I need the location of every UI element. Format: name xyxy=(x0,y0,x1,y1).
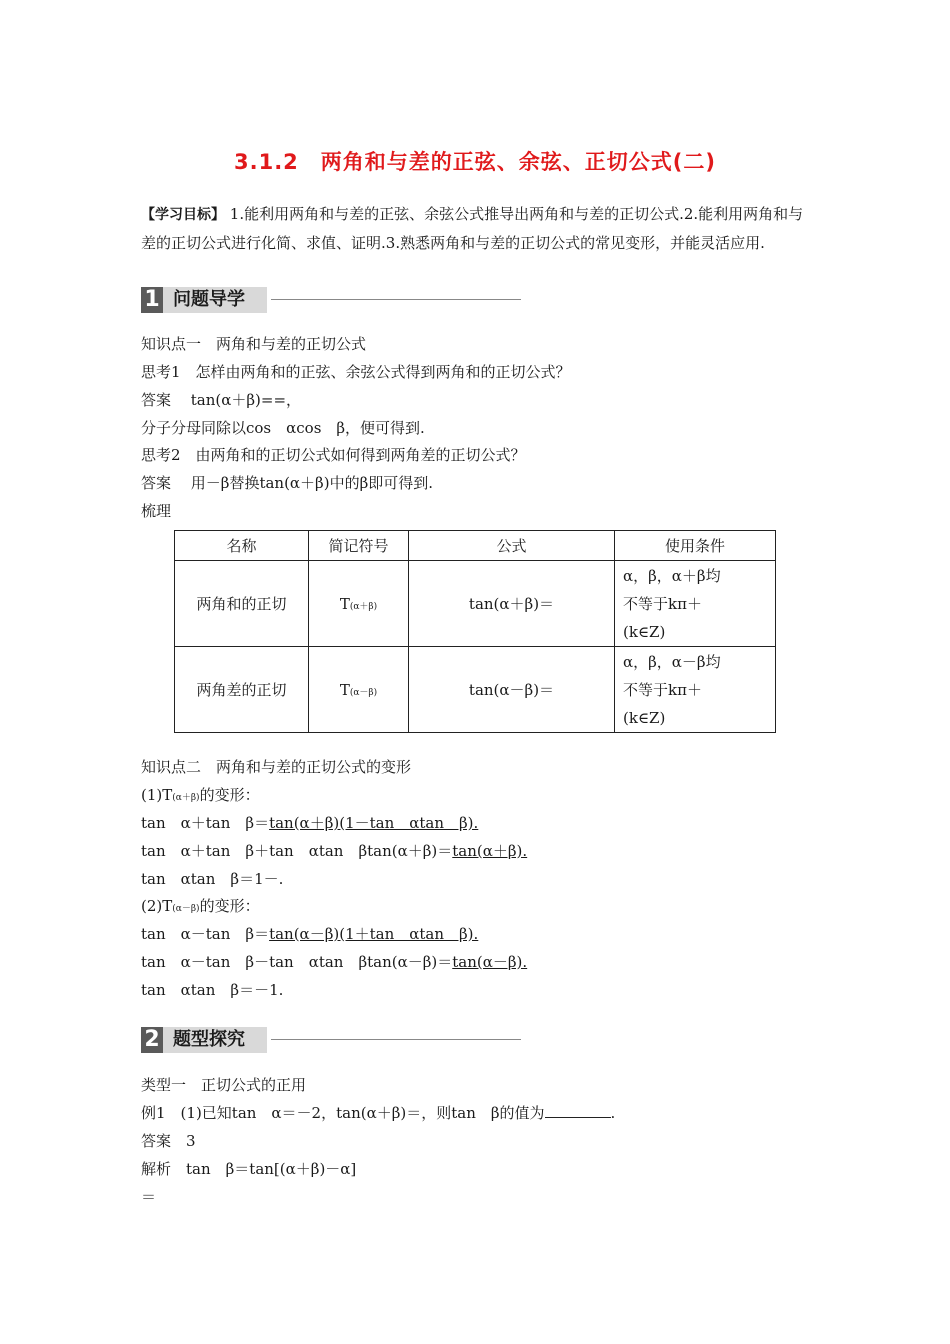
answer-1-cont: 分子分母同除以cos αcos β，便可得到. xyxy=(141,419,425,437)
header-condition: 使用条件 xyxy=(615,531,776,561)
section-title: 题型探究 xyxy=(163,1027,267,1053)
formula-line xyxy=(141,813,478,833)
page-title: 3.1.2 两角和与差的正弦、余弦、正切公式(二) xyxy=(234,150,716,174)
variant-1-heading xyxy=(141,785,260,808)
table-row xyxy=(175,647,776,733)
row-formula: tan(α＋β)＝ xyxy=(409,561,615,647)
row-symbol xyxy=(309,561,409,647)
row-symbol xyxy=(309,647,409,733)
goals-label: 【学习目标】 xyxy=(141,207,225,223)
formula-lhs: tan α－tan β－tan αtan βtan(α－β)＝ xyxy=(141,953,453,971)
symbol-main: T xyxy=(339,594,350,613)
section-title: 问题导学 xyxy=(163,287,267,313)
section-number: 2 xyxy=(141,1027,163,1053)
think-1: 思考1 怎样由两角和的正弦、余弦公式得到两角和的正切公式？ xyxy=(141,363,571,381)
formula-lhs: tan α－tan β＝ xyxy=(141,925,270,943)
row-formula: tan(α－β)＝ xyxy=(409,647,615,733)
learning-goals xyxy=(141,200,813,257)
formula-answer: tan(α－β)(1＋tan αtan β). xyxy=(269,925,479,943)
formula-answer: tan(α－β). xyxy=(452,953,528,971)
symbol-main: T xyxy=(339,680,350,699)
variant-prefix: (1)T xyxy=(141,786,173,804)
condition-line: 不等于kπ＋ xyxy=(623,594,702,613)
formula-answer: tan(α＋β)(1－tan αtan β). xyxy=(269,814,479,832)
section-header-1 xyxy=(141,287,521,313)
condition-line: α，β，α＋β均 xyxy=(623,566,721,585)
formula-table xyxy=(174,530,776,733)
question-end: . xyxy=(610,1104,616,1122)
question-text: 例1 (1)已知tan α＝－2，tan(α＋β)＝，则tan β的值为 xyxy=(141,1104,545,1122)
header-name: 名称 xyxy=(175,531,309,561)
table-header-row xyxy=(175,531,776,561)
symbol-sub: (α－β) xyxy=(349,687,378,698)
formula-line xyxy=(141,952,527,972)
formula-line xyxy=(141,924,478,944)
variant-sub: (α－β) xyxy=(172,904,200,914)
row-condition xyxy=(615,561,776,647)
analysis-continued: ＝ xyxy=(141,1188,157,1206)
goals-text: 1.能利用两角和与差的正弦、余弦公式推导出两角和与差的正切公式.2.能利用两角和与差的正切公式进行化简、求值、证明.3.熟悉两角和与差的正切公式的常见变形，并能灵活应用. xyxy=(141,205,804,252)
section-number: 1 xyxy=(141,287,163,313)
answer-1: 答案 tan(α＋β)==， xyxy=(141,391,302,409)
condition-line: (k∈Z) xyxy=(623,622,666,641)
symbol-sub: (α＋β) xyxy=(349,601,378,612)
section-rule xyxy=(271,1039,521,1040)
condition-line: 不等于kπ＋ xyxy=(623,680,702,699)
variant-suffix: 的变形： xyxy=(199,897,260,915)
formula-line: tan αtan β＝－1. xyxy=(141,981,284,999)
formula-line xyxy=(141,841,527,861)
knowledge-point-2: 知识点二 两角和与差的正切公式的变形 xyxy=(141,758,412,776)
summary-label: 梳理 xyxy=(141,502,172,520)
header-symbol: 简记符号 xyxy=(309,531,409,561)
table-row xyxy=(175,561,776,647)
condition-line: α，β，α－β均 xyxy=(623,652,721,671)
example-analysis: 解析 tan β＝tan[(α＋β)－α] xyxy=(141,1160,357,1178)
variant-sub: (α＋β) xyxy=(172,793,200,803)
condition-line: (k∈Z) xyxy=(623,708,666,727)
variant-suffix: 的变形： xyxy=(199,786,260,804)
section-rule xyxy=(271,299,521,300)
formula-line: tan αtan β＝1－. xyxy=(141,870,284,888)
answer-blank xyxy=(545,1103,611,1118)
think-2: 思考2 由两角和的正切公式如何得到两角差的正切公式？ xyxy=(141,446,526,464)
variant-prefix: (2)T xyxy=(141,897,173,915)
section-header-2 xyxy=(141,1027,521,1053)
type-heading: 类型一 正切公式的正用 xyxy=(141,1076,307,1094)
variant-2-heading xyxy=(141,896,260,919)
row-condition xyxy=(615,647,776,733)
formula-answer: tan(α＋β). xyxy=(452,842,528,860)
formula-lhs: tan α＋tan β＝ xyxy=(141,814,270,832)
row-name: 两角和的正切 xyxy=(175,561,309,647)
header-formula: 公式 xyxy=(409,531,615,561)
example-answer: 答案 3 xyxy=(141,1132,196,1150)
row-name: 两角差的正切 xyxy=(175,647,309,733)
formula-lhs: tan α＋tan β＋tan αtan βtan(α＋β)＝ xyxy=(141,842,453,860)
example-question xyxy=(141,1103,615,1123)
knowledge-point-1: 知识点一 两角和与差的正切公式 xyxy=(141,335,367,353)
answer-2: 答案 用－β替换tan(α＋β)中的β即可得到. xyxy=(141,474,434,492)
